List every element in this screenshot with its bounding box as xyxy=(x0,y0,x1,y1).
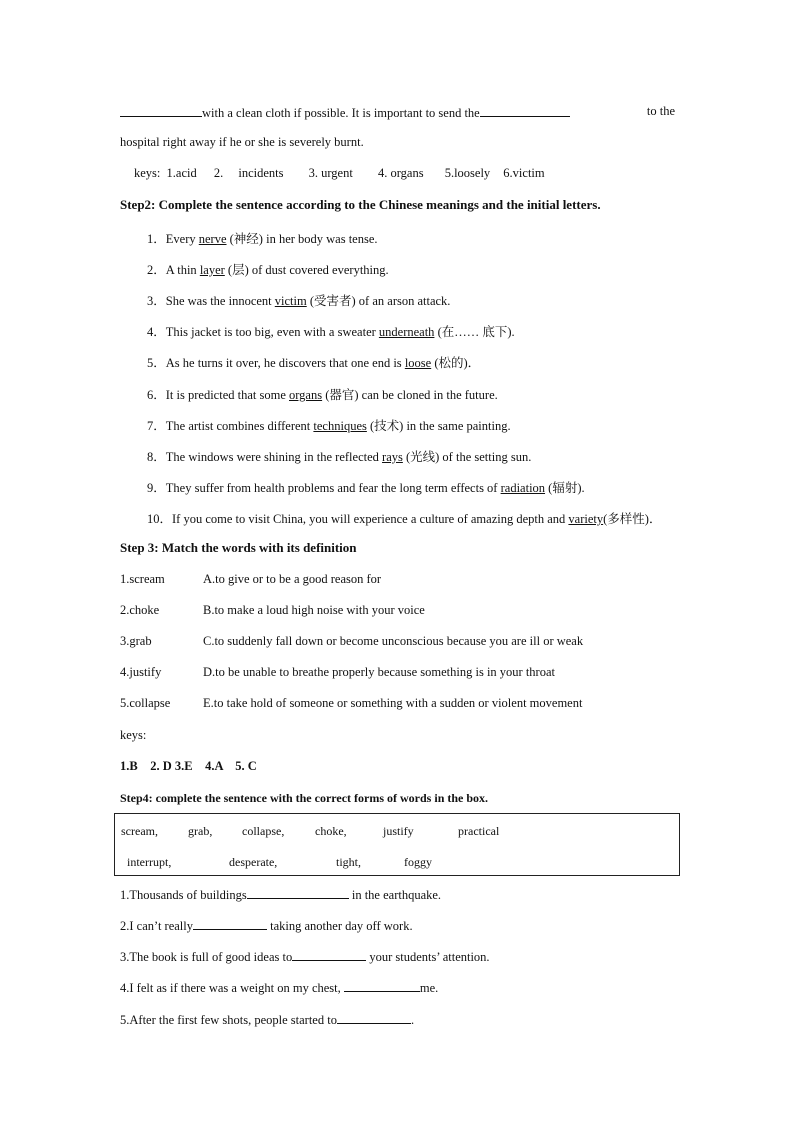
step3-keys-label: keys: xyxy=(120,728,147,742)
box-word: foggy xyxy=(404,855,432,869)
intro-line-1 xyxy=(120,104,675,121)
step4-sentence: 1.Thousands of buildings in the earthquake. xyxy=(120,888,442,902)
answer-word: variety xyxy=(568,512,604,526)
step2-item: 8．The windows were shining in the reflected rays (光线) of the setting sun. xyxy=(147,450,532,464)
intro-line-2: hospital right away if he or she is severely burnt. xyxy=(120,135,364,149)
intro-text-2: to the xyxy=(646,104,675,118)
box-word: grab, xyxy=(188,824,213,838)
answer-word: rays xyxy=(382,450,403,464)
box-word: desperate, xyxy=(229,855,278,869)
match-definition: B.to make a loud high noise with your voice xyxy=(203,603,425,617)
match-word: 5.collapse xyxy=(120,696,171,710)
box-word: tight, xyxy=(336,855,362,869)
match-definition: A.to give or to be a good reason for xyxy=(203,572,382,586)
answer-word: nerve xyxy=(198,232,227,246)
answer-blank[interactable] xyxy=(247,886,349,899)
key-item: 1.acid xyxy=(166,166,197,180)
step2-item: 5．As he turns it over, he discovers that one end is loose (松的)． xyxy=(147,356,481,370)
match-definition: D.to be unable to breathe properly because something is in your throat xyxy=(203,665,555,679)
answer-word: layer xyxy=(199,263,225,277)
step3-keys-answer: 1.B 2. D 3.E 4.A 5. C xyxy=(120,759,257,773)
answer-word: victim xyxy=(274,294,307,308)
answer-word: radiation xyxy=(500,481,546,495)
match-word: 3.grab xyxy=(120,634,152,648)
step2-item: 3．She was the innocent victim (受害者) of an arson attack. xyxy=(147,294,451,308)
step4-sentence: 2.I can’t really taking another day off work. xyxy=(120,919,413,933)
step2-item: 1．Every nerve (神经) in her body was tense. xyxy=(147,232,378,246)
answer-blank[interactable] xyxy=(193,917,267,930)
step2-item: 10．If you come to visit China, you will experience a culture of amazing depth and variety(多样性)． xyxy=(147,512,662,526)
answer-word: underneath xyxy=(378,325,435,339)
intro-text-1: with a clean cloth if possible. It is important to send the xyxy=(202,106,480,120)
answer-blank xyxy=(120,104,202,117)
answer-word: organs xyxy=(289,388,323,402)
answer-word: techniques xyxy=(313,419,367,433)
match-word: 2.choke xyxy=(120,603,160,617)
key-item: 2. xyxy=(213,166,224,180)
key-item: 6.victim xyxy=(503,166,545,180)
step2-item: 4．This jacket is too big, even with a sweater underneath (在…… 底下). xyxy=(147,325,515,339)
answer-blank[interactable] xyxy=(337,1011,411,1024)
match-word: 4.justify xyxy=(120,665,162,679)
keys-label: keys: xyxy=(134,166,161,180)
step2-item: 7．The artist combines different techniques (技术) in the same painting. xyxy=(147,419,511,433)
box-word: collapse, xyxy=(242,824,285,838)
answer-blank xyxy=(480,104,570,117)
step4-sentence: 4.I felt as if there was a weight on my chest, me. xyxy=(120,981,439,995)
key-item: 3. urgent xyxy=(308,166,353,180)
box-word: choke, xyxy=(315,824,347,838)
box-word: justify xyxy=(383,824,414,838)
key-item: 4. organs xyxy=(377,166,424,180)
step3-heading: Step 3: Match the words with its definition xyxy=(120,540,357,555)
step2-item: 2．A thin layer (层) of dust covered everything. xyxy=(147,263,389,277)
key-item: 5.loosely xyxy=(444,166,491,180)
step1-keys xyxy=(134,166,545,181)
match-definition: E.to take hold of someone or something with a sudden or violent movement xyxy=(203,696,583,710)
step2-item: 6．It is predicted that some organs (器官) can be cloned in the future. xyxy=(147,388,498,402)
answer-blank[interactable] xyxy=(292,948,366,961)
word-box xyxy=(114,813,680,876)
key-item: incidents xyxy=(238,166,284,180)
step2-item: 9．They suffer from health problems and fear the long term effects of radiation (辐射). xyxy=(147,481,585,495)
box-word: interrupt, xyxy=(127,855,172,869)
box-word: practical xyxy=(458,824,500,838)
step4-sentence: 5.After the first few shots, people started to . xyxy=(120,1013,415,1027)
answer-blank[interactable] xyxy=(344,979,420,992)
box-word: scream, xyxy=(121,824,158,838)
match-definition: C.to suddenly fall down or become unconscious because you are ill or weak xyxy=(203,634,584,648)
step2-heading: Step2: Complete the sentence according to the Chinese meanings and the initial letters. xyxy=(120,197,601,212)
match-word: 1.scream xyxy=(120,572,165,586)
step4-heading: Step4: complete the sentence with the correct forms of words in the box. xyxy=(120,791,489,805)
step4-sentence: 3.The book is full of good ideas to your students’ attention. xyxy=(120,950,490,964)
answer-word: loose xyxy=(404,356,432,370)
